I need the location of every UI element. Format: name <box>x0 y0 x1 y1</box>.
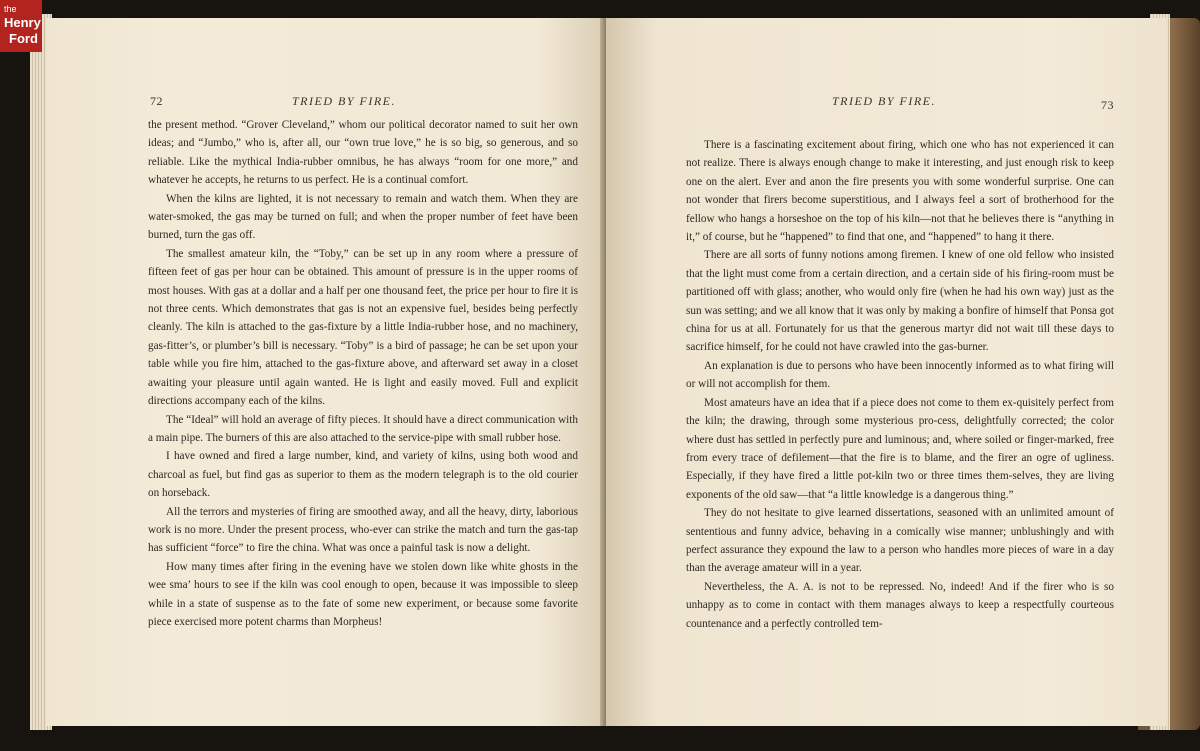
logo-line-henry: Henry <box>4 15 41 30</box>
left-paragraph: When the kilns are lighted, it is not necessary to remain and watch them. When they are water-smoked, the gas may be turned on full; and when the proper number of feet have been burned, turn the gas off. <box>148 192 578 242</box>
right-running-title: TRIED BY FIRE. <box>832 94 936 108</box>
right-paragraph: They do not hesitate to give learned dissertations, seasoned with an unlimited amount of sententious and funny advice, behaving in a comically wise manner; unblushingly and with perfect assurance they expound the law to a person who handles more pieces of ware in a day than the average amateur will in a year. <box>686 507 1114 575</box>
left-paragraph: The smallest amateur kiln, the “Toby,” can be set up in any room where a pressure of fifteen feet of gas per hour can be obtained. This amount of pressure is in the upper rooms of most houses. With gas at a dollar and a half per one thousand feet, the price per hour to fire it is not three cents. Which demonstrates that gas is not an expensive fuel, besides being perfectly cleanly. The kiln is attached to the gas-fixture by a little India-rubber hose, and no machinery, gas-fitter’s, or plumber’s bill is necessary. “Toby” is a bird of passage; he can be set upon your table while you fire him, attached to the gas-fixture above, and afterward set away in a closet awaiting your pleasure until again wanted. He is light and easily moved. Full and explicit directions accompany each of the kilns. <box>148 247 578 408</box>
left-running-title: TRIED BY FIRE. <box>292 94 396 108</box>
left-page-number: 72 <box>150 94 163 108</box>
right-paragraph: Nevertheless, the A. A. is not to be repressed. No, indeed! And if the firer who is so unhappy as to come in contact with them manages always to keep a respectfully courteous countenance and a perfectly controlled tem- <box>686 580 1114 630</box>
henry-ford-logo <box>0 0 42 52</box>
left-page-body <box>148 116 578 631</box>
logo-line-the: the <box>4 4 17 14</box>
right-page-number: 73 <box>1101 98 1114 112</box>
right-paragraph: There are all sorts of funny notions among firemen. I knew of one old fellow who insisted that the light must come from a certain direction, and a certain side of his firing-room must be partitioned off with glass; another, who would only fire (when he had his own way) just as the sun was setting; and we all know that it was only by making a bonfire of himself that Ponsa got china for us at all. Fortunately for us that the generous martyr did not wait till these days to sacrifice himself, for he could not have crawled into the gas-burner. <box>686 249 1114 354</box>
left-page-header <box>150 94 570 109</box>
right-paragraph: There is a fascinating excitement about firing, which one who has not experienced it can not realize. There is always enough change to make it interesting, and just enough risk to keep one on the alert. Ever and anon the fire presents you with some wonderful surprise. One can not wonder that firers become superstitious, and I always feel a sort of brotherhood for the fellow who hangs a horseshoe on the top of his kiln—not that he believes there is “anything in it,” of course, but he “happened” to find that one, and “happened” to hang it there. <box>686 139 1114 244</box>
right-paragraph: An explanation is due to persons who have been innocently informed as to what firing will or will not accomplish for them. <box>686 359 1114 391</box>
left-paragraph: How many times after firing in the evening have we stolen down like white ghosts in the wee sma’ hours to see if the kiln was cool enough to open, because it was impossible to sleep while in a state of suspense as to the fate of some new experiment, or because some favorite piece exercised more potent charms than Morpheus! <box>148 560 578 628</box>
logo-line-ford: Ford <box>9 31 38 46</box>
left-paragraph: All the terrors and mysteries of firing are smoothed away, and all the heavy, dirty, laborious work is no more. Under the present process, who-ever can strike the match and turn the gas-tap has sufficient “force” to fire the china. What was once a painful task is now a delight. <box>148 505 578 555</box>
left-paragraph: I have owned and fired a large number, kind, and variety of kilns, using both wood and charcoal as fuel, but find gas as superior to them as the modern telegraph is to the old courier on horseback. <box>148 450 578 500</box>
left-paragraph: the present method. “Grover Cleveland,” whom our political decorator named to suit her own ideas; and “Jumbo,” who is, after all, our “own true love,” he is so big, so generous, and so reliable. Like the mythical India-rubber omnibus, he has always “room for one more,” and whatever he accepts, he returns to us perfect. He is a continual comfort. <box>148 119 578 187</box>
right-page-body <box>686 136 1114 633</box>
left-paragraph: The “Ideal” will hold an average of fifty pieces. It should have a direct communication with a main pipe. The burners of this are also attached to the service-pipe with small rubber hose. <box>148 413 578 444</box>
right-paragraph: Most amateurs have an idea that if a piece does not come to them ex-quisitely perfect from the kiln; the drawing, through some mysterious pro-cess, delightfully corrected; the color where dust has settled in perfectly pure and luminous; and, where soiled or finger-marked, free from every trace of defilement—that the fire is to blame, and the firer an ogre of ugliness. Especially, if they have fired a little pot-kiln two or three times them-selves, they are living exponents of the old saw—that “a little knowledge is a dangerous thing.” <box>686 396 1114 501</box>
right-page <box>606 18 1166 726</box>
left-page <box>46 18 606 726</box>
